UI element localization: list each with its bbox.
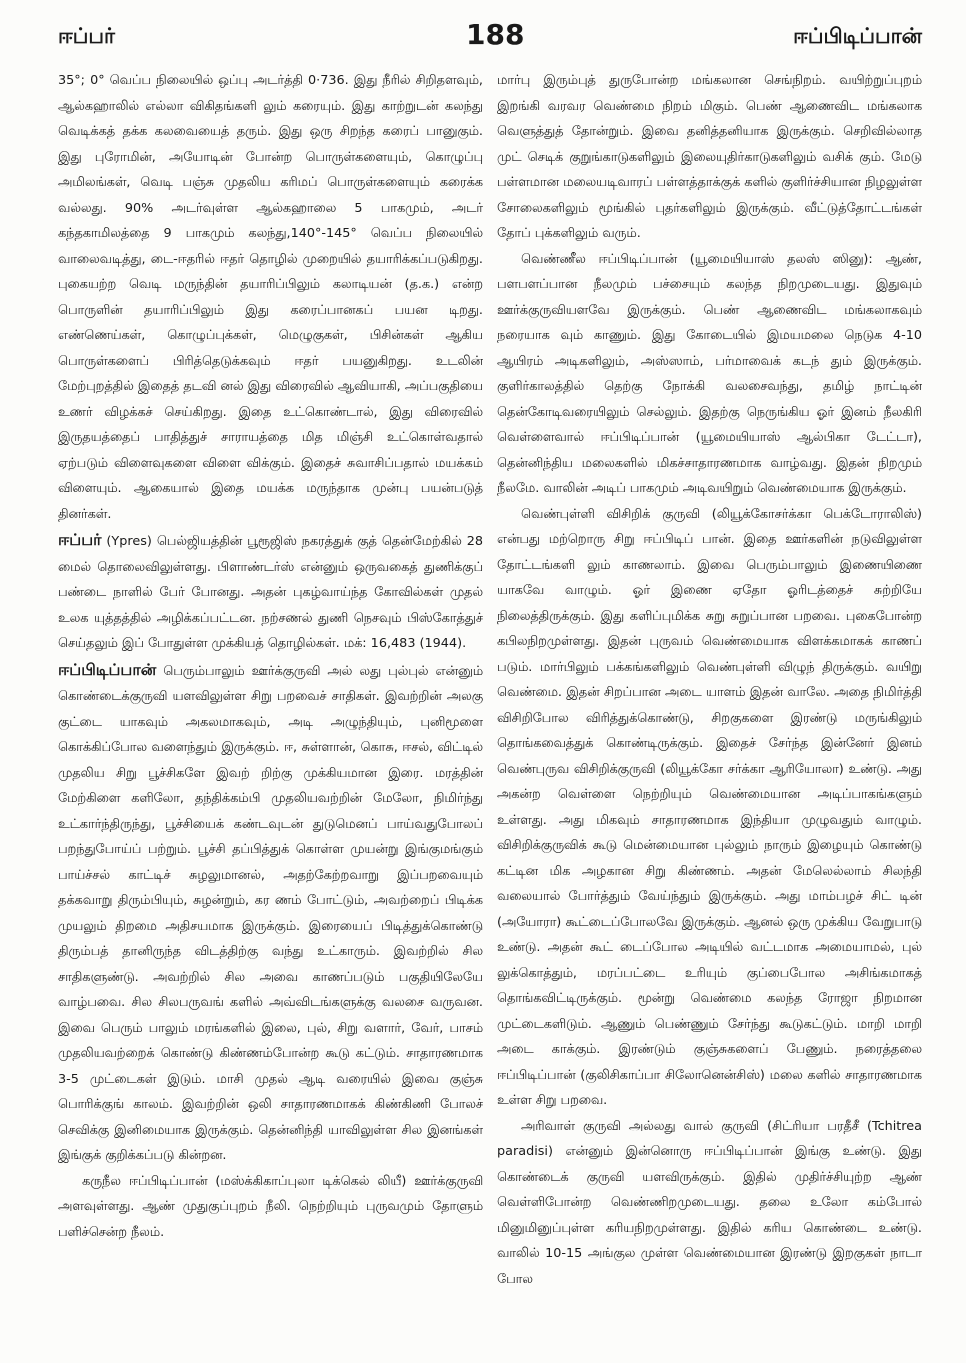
entry-headword: ஈப்பர் [58, 530, 102, 549]
entry-headword: ஈப்பிடிப்பான் [58, 659, 157, 679]
paragraph-continuation [497, 68, 922, 247]
paragraph-text: பெரும்பாலும் ஊர்க்குருவி அல் லது புல்புல் என்னும் கொண்டைக்குருவி யளவிலுள்ள சிறு பறவைச் சாதிகள். இவற்றின் அலகு குட்டை யாகவும் அகலமாகவும், அடி அழுந்தியும், புனிமூளை கொக்கிப்போல வளைந்தும் இருக்கும். ஈ, சுள்ளான், கொசு, ஈசல், விட்டில் முதலிய சிறு பூச்சிகளே இவற் றிற்கு முக்கியமான இரை. மரத்தின் மேற்கிளை களிலோ, தந்திக்கம்பி முதலியவற்றின் மேலோ, நிமிர்ந்து உட்கார்ந்திருந்து, பூச்சியைக் கண்டவுடன் துடுமெனப் பாய்வதுபோலப் பறந்துபோய்ப் பற்றும். பூச்சி தப்பித்துக் கொள்ள முயன்று இங்குமங்கும் பாய்ச்சல் காட்டிச் சுழலுமானல், அதற்கேற்றவாறு இப்பறவையும் தக்கவாறு திரும்பியும், சுழன்றும், கர ணம் போட்டும், அவற்றைப் பிடிக்க முயலும் திறமை அதிசயமாக இருக்கும். இரையைப் பிடித்துக்கொண்டு திரும்பத் தானிருந்த விடத்திற்கு வந்து உட்காரும். இவற்றில் சில சாதிகளுண்டு. அவற்றில் சில அவை காணப்படும் பகுதியிலேயே வாழ்பவை. சில சிலபருவங் களில் அவ்விடங்களுக்கு வலசை வருவன. இவை பெரும் பாலும் மரங்களில் இலை, புல், சிறு வளார், வேர், பாசம் முதலியவற்றைக் கொண்டு கிண்ணம்போன்ற கூடு கட்டும். சாதாரணமாக 3-5 முட்டைகள் இடும். மாசி முதல் ஆடி வரையில் இவை குஞ்சு பொரிக்குங் காலம். இவற்றின் ஒலி சாதாரணமாகக் கிண்கிணி போலச் செவிக்கு இனிமையாக இருக்கும். தென்னிந்தி யாவிலுள்ள சில இனங்கள் இங்குக் குறிக்கப்படு கின்றன. [58, 663, 483, 1163]
paragraph-text: அரிவாள் குருவி அல்லது வால் குருவி (சிட்ரியா பரதீசீ (Tchitrea paradisi) என்னும் இன்னொரு ஈப்பிடிப்பான் இங்கு உண்டு. இது கொண்டைக் குருவி யளவிருக்கும். இதில் முதிர்ச்சியுற்ற ஆண் வெள்ளிபோன்ற வெண்ணிறமுடையது. தலை உலோ கம்போல் மினுமினுப்புள்ள கரியநிறமுள்ளது. இதில் கரிய கொண்டை உண்டு. வாலில் 10-15 அங்குல முள்ள வெண்மையான இரண்டு இறகுகள் நாடா போல [497, 1118, 922, 1287]
right-column [497, 68, 922, 1353]
paragraph-fantail-flycatcher [497, 502, 922, 1114]
paragraph-text: வெண்ணீல ஈப்பிடிப்பான் (யூமையியாஸ் தலஸ் ஸினு): ஆண், பளபளப்பான நீலமும் பச்சையும் கலந்த நிறமுடையது. இதுவும் ஊர்க்குருவியளவே இருக்கும். பெண் ஆணைவிட மங்கலாகவும் நரையாக வும் காணும். இது கோடையில் இமயமலை நெடுக 4-10 ஆயிரம் அடிகளிலும், அஸ்ஸாம், பர்மாவைக் கடந் தும் இருக்கும். குளிர்காலத்தில் தெற்கு நோக்கி வலசைவந்து, தமிழ் நாட்டின் தென்கோடிவரையிலும் செல்லும். இதற்கு நெருங்கிய ஓர் இனம் நீலகிரி வெள்ளைவால் ஈப்பிடிப்பான் (யூமையியாஸ் ஆல்பிகா டேட்டா), தென்னிந்திய மலைகளில் மிகச்சாதாரணமாக வாழ்வது. இதன் நிறமும் நீலமே. வாலின் அடிப் பாகமும் அடிவயிறும் வெண்மையாக இருக்கும். [497, 251, 922, 496]
paragraph-ether-properties [58, 68, 483, 527]
paragraph-text: கருநீல ஈப்பிடிப்பான் (மஸ்க்கிகாப்புலா டிக்கெல் லியீ) ஊர்க்குருவி அளவுள்ளது. ஆண் முதுகுப்புறம் நீலி. நெற்றியும் புருவமும் தோளும் பளிச்சென்ற நீலம். [58, 1173, 483, 1240]
paragraph-blue-flycatcher [58, 1169, 483, 1246]
entry-ypres [58, 527, 483, 657]
paragraph-text: 35°; 0° வெப்ப நிலையில் ஒப்பு அடர்த்தி 0·736. இது நீரில் சிறிதளவும், ஆல்கஹாலில் எல்லா விகிதங்களி லும் கரையும். இது காற்றுடன் கலந்து வெடிக்கத் தக்க கலவையைத் தரும். இது ஒரு சிறந்த கரைப் பானுகும். இது புரோமின், அயோடின் போன்ற பொருள்களையும், கொழுப்பு அமிலங்கள், வெடி பஞ்சு முதலிய கரிமப் பொருள்களையும் கரைக்க வல்லது. 90% அடர்வுள்ள ஆல்கஹாலை 5 பாகமும், அடர் கந்தகாமிலத்தை 9 பாகமும் கலந்து,140°-145° வெப்ப நிலையில் வாலைவடித்து, டை-ஈதரில் ஈதர் தொழில் முறையில் தயாரிக்கப்படுகிறது. புகையற்ற வெடி மருந்தின் தயாரிப்பிலும் கலாடியன் (த.க.) என்ற பொருளின் தயாரிப்பிலும் இது கரைப்பானகப் பயன டிறது. எண்ணெய்கள், கொழுப்புக்கள், மெழுகுகள், பிசின்கள் ஆகிய பொருள்களைப் பிரித்தெடுக்கவும் ஈதர் பயனுகிறது. உடலின் மேற்புறத்தில் இதைத் தடவி னல் இது விரைவில் ஆவியாகி, அப்பகுதியை உணர் விழக்கச் செய்கிறது. இதை உட்கொண்டால், இது விரைவில் இருதயத்தைப் பாதித்துச் சாராயத்தை மித மிஞ்சி உட்கொள்வதால் ஏற்படும் விளைவுகளை விளை விக்கும். இதைச் சுவாசிப்பதால் மயக்கம் விளையும். ஆகையால் இதை மயக்க மருந்தாக முன்பு பயன்படுத் தினர்கள். [58, 73, 483, 522]
paragraph-text: மார்பு இரும்புத் துருபோன்ற மங்கலான செங்நிறம். வயிற்றுப்புறம் இறங்கி வரவர வெண்மை நிறம் மிகும். பெண் ஆணைவிட மங்கலாக வெளுத்துத் தோன்றும். இவை தனித்தனியாக இருக்கும். செறிவில்லாத முட் செடிக் குறுங்காடுகளிலும் இலையுதிர்காடுகளிலும் வசிக் கும். மேடு பள்ளமான மலையடிவாரப் பள்ளத்தாக்குக் களில் குளிர்ச்சியான நிழலுள்ள சோலைகளிலும் மூங்கில் புதர்களிலும் இருக்கும். வீட்டுத்தோட்டங்கள் தோப் புக்களிலும் வரும். [497, 73, 922, 241]
entry-flycatcher [58, 657, 483, 1169]
paragraph-text: வெண்புள்ளி விசிறிக் குருவி (லியூக்கோசர்க்கா பெக்டோராலிஸ்) என்பது மற்றொரு சிறு ஈப்பிடிப் பான். இதை ஊர்களின் நடுவிலுள்ள தோட்டங்களி லும் காணலாம். இவை பெரும்பாலும் இணையிணை யாகவே வாழும். ஓர் இணை ஏதோ ஓரிடத்தைச் சுற்றியே நிலைத்திருக்கும். இது களிப்புமிக்க சுறு சுறுப்பான பறவை. புகைபோன்ற கபிலநிறமுள்ளது. இதன் புருவம் வெண்மையாக விளக்கமாகக் காணப் படும். மார்பிலும் பக்கங்களிலும் வெண்புள்ளி விழுந் திருக்கும். வயிறு வெண்மை. இதன் சிறப்பான அடை யாளம் இதன் வாலே. அதை நிமிர்த்தி விசிறிபோல விரித்துக்கொண்டு, சிறகுகளை இரண்டு மருங்கிலும் தொங்கவைத்துக் கொண்டிருக்கும். இதைச் சேர்ந்த இன்னேர் இனம் வெண்புருவ விசிறிக்குருவி (லியூக்கோ சர்க்கா ஆரியோலா) உண்டு. அது அகன்ற வெள்ளை நெற்றியும் வெண்மையான அடிப்பாகங்களும் உள்ளது. அது மிகவும் சாதாரணமாக இந்தியா முழுவதும் வாழும். விசிறிக்குருவிக் கூடு மென்மையான புல்லும் நாரும் இழையும் கொண்டு கட்டின மிக அழகான சிறு கிண்ணம். அதன் மேலெல்லாம் சிலந்தி வலையால் போர்த்தும் வேய்ந்தும் இருக்கும். அது மாம்பழச் சிட் டின் (அயோரா) கூட்டைப்போலவே இருக்கும். ஆனல் ஒரு முக்கிய வேறுபாடு உண்டு. அதன் கூட் டைப்போல அடியில் வட்டமாக அமையாமல், புல் லுக்கொத்தும், மரப்பட்டை உரியும் குப்பைபோல அசிங்கமாகத் தொங்கவிட்டிருக்கும். மூன்று வெண்மை கலந்த ரோஜா நிறமான முட்டைகளிடும். ஆணும் பெண்ணும் சேர்ந்து கூடுகட்டும். மாறி மாறி அடை காக்கும். இரண்டும் குஞ்சுகளைப் பேணும். நரைத்தலை ஈப்பிடிப்பான் (குலிசிகாப்பா சிலோனென்சிஸ்) மலை களில் சாதாரணமாக உள்ள சிறு பறவை. [497, 506, 922, 1108]
page-number: 188 [466, 18, 525, 51]
running-head-right: ஈப்பிடிப்பான் [793, 24, 922, 48]
paragraph-verditer-flycatcher [497, 247, 922, 502]
running-head-left: ஈப்பர் [58, 24, 116, 48]
page-header [0, 0, 966, 64]
left-column [58, 68, 483, 1353]
paragraph-paradise-flycatcher [497, 1114, 922, 1293]
paragraph-text: (Ypres) பெல்ஜியத்தின் பூரூஜிஸ் நகரத்துக் குத் தென்மேற்கில் 28 மைல் தொலைவிலுள்ளது. பிளாண்டர்ஸ் என்னும் ஒருவகைத் துணிக்குப் பண்டை நாளில் பேர் போனது. அதன் புகழ்வாய்ந்த கோவில்கள் முதல் உலக யுத்தத்தில் அழிக்கப்பட்டன. நற்சணல் துணி நெசவும் பிஸ்கோத்துச் செய்தலும் இப் போதுள்ள முக்கியத் தொழில்கள். மக்: 16,483 (1944). [58, 534, 483, 651]
